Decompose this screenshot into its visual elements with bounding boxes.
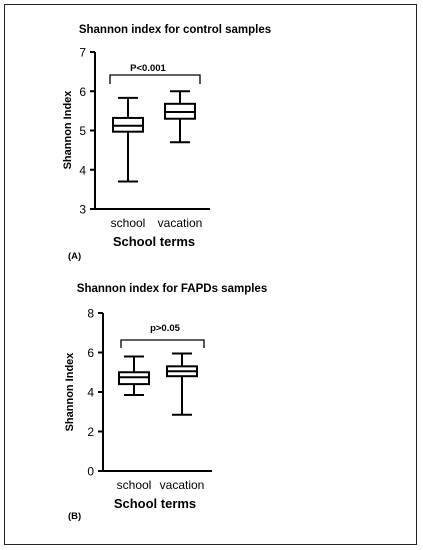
chart-a-box-vacation	[165, 91, 195, 142]
chart-b-title: Shannon index for FAPDs samples	[76, 283, 268, 295]
chart-a-y-tick-label: 7	[79, 45, 86, 60]
chart-a-y-tick-label: 4	[79, 163, 86, 178]
chart-b-significance-bracket	[121, 340, 204, 348]
chart-a-box-school	[113, 98, 143, 182]
chart-a-y-axis-label: Shannon Index	[62, 90, 74, 170]
chart-a-panel-label: (A)	[68, 251, 82, 262]
chart-b-x-axis-label: School terms	[113, 496, 197, 511]
chart-b-panel-label: (B)	[68, 511, 82, 522]
chart-b-box-school	[119, 356, 149, 395]
chart-b-x-tick-label: school	[116, 478, 152, 492]
chart-a-x-tick-label: school	[110, 216, 146, 230]
chart-a-y-tick-label: 3	[79, 202, 86, 217]
chart-b-box-vacation	[167, 353, 197, 414]
chart-b-y-tick-label: 4	[87, 385, 94, 400]
chart-b-x-tick-label: vacation	[159, 478, 205, 492]
chart-a-x-axis-label: School terms	[112, 234, 196, 249]
chart-panel-a	[62, 24, 271, 262]
chart-a-significance-bracket	[110, 75, 200, 84]
chart-a-y-tick-label: 6	[79, 84, 86, 99]
chart-a-x-tick-label: vacation	[157, 216, 203, 230]
chart-panel-b	[64, 283, 267, 522]
chart-b-y-tick-label: 8	[87, 306, 94, 321]
chart-b-y-tick-label: 2	[87, 425, 94, 439]
chart-b-y-axis-label: Shannon Index	[64, 352, 76, 432]
chart-a-title: Shannon index for control samples	[78, 24, 272, 36]
chart-b-significance-label: p>0.05	[150, 323, 180, 334]
chart-b-y-tick-label: 0	[87, 464, 94, 479]
chart-b-y-tick-label: 6	[87, 346, 94, 360]
chart-a-y-tick-label: 5	[79, 124, 86, 138]
chart-a-significance-label: P<0.001	[130, 63, 166, 74]
